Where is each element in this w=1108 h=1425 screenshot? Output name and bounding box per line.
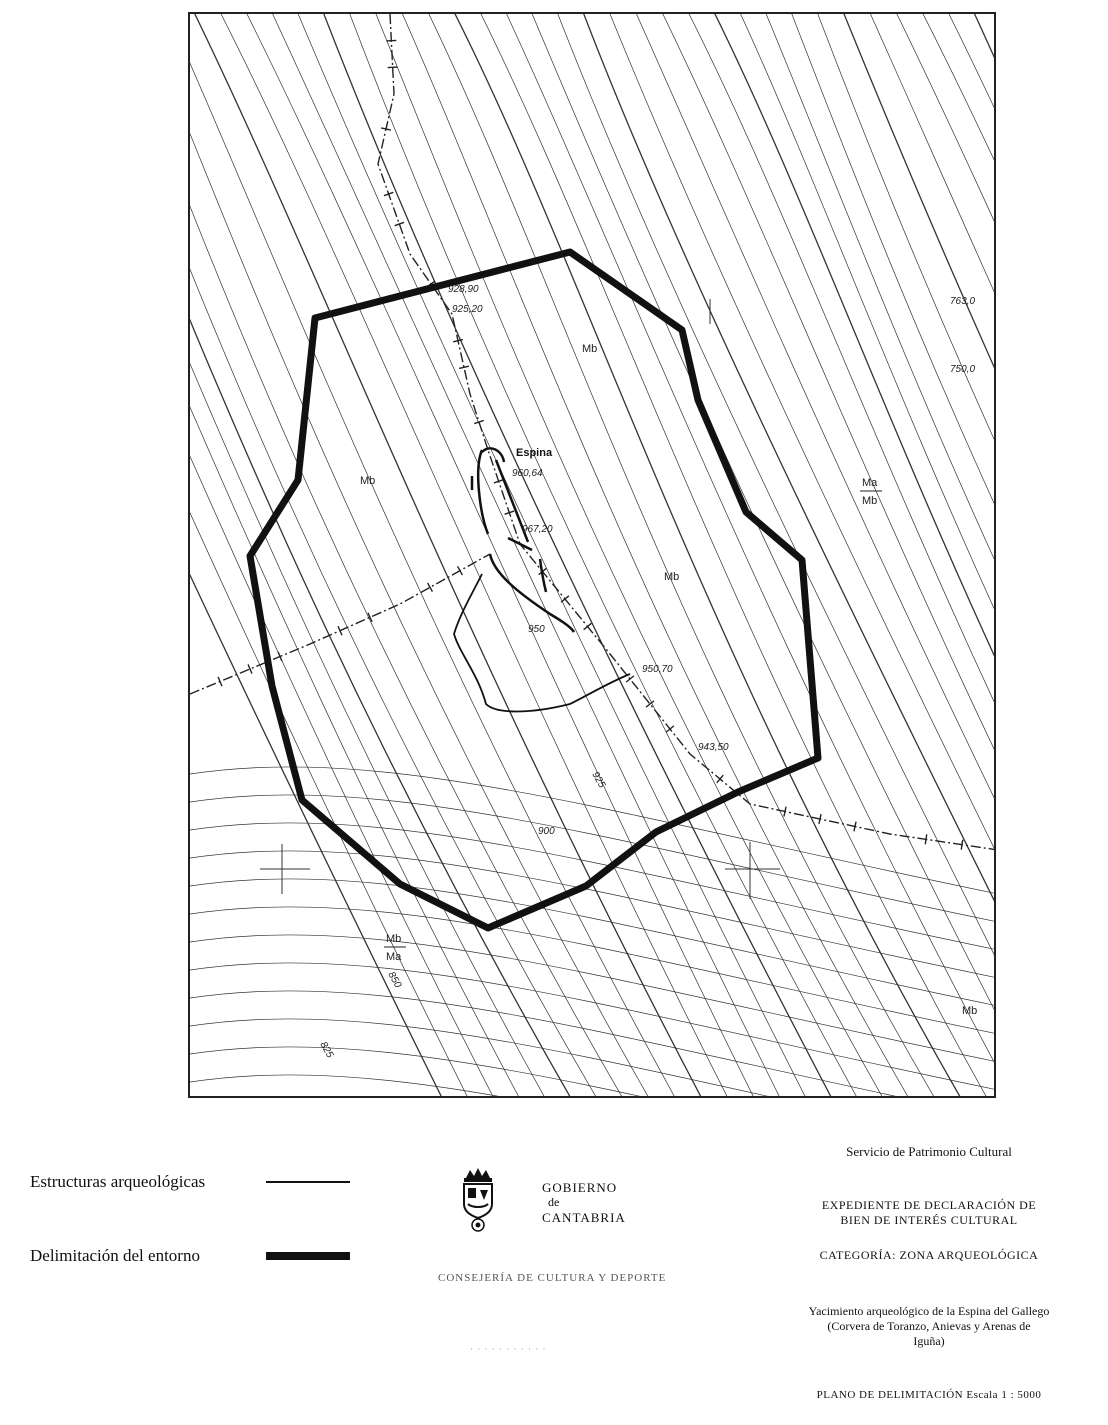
site-name-label: Espina [516,447,553,459]
contour-line [268,14,788,1098]
contour-label: 825 [317,1040,336,1060]
coat-of-arms-icon [456,1168,500,1232]
trail-tick [925,834,926,844]
contour-line [190,14,502,1098]
contour-line [190,851,996,978]
contour-line [190,1047,996,1098]
category-label: CATEGORÍA: ZONA ARQUEOLÓGICA [819,1248,1039,1262]
contour-line [528,14,996,1098]
contour-line [502,14,996,1098]
contour-label: 950 [528,624,545,635]
contour-line [190,907,996,1034]
site-description [754,1304,1104,1349]
elevation-label: 925,20 [452,304,483,315]
site-description-line: (Corvera de Toranzo, Anievas y Arenas de [827,1319,1031,1333]
trail-line [190,554,490,694]
contour-line [450,14,970,1098]
legend-label: Delimitación del entorno [30,1246,200,1265]
expediente-line: EXPEDIENTE DE DECLARACIÓN DE [821,1198,1037,1212]
contour-line [788,14,996,1098]
contour-line [840,14,996,1098]
contour-label: 900 [538,826,555,837]
contour-line [190,963,996,1090]
geology-fraction-bottom: Ma [386,951,402,963]
contour-line [190,14,476,1098]
trail-lines [190,14,996,850]
topographic-map [190,14,996,1098]
expediente-line: BIEN DE INTERÉS CULTURAL [840,1213,1018,1227]
elevation-label: 763,0 [950,296,976,307]
trail-tick [626,676,634,682]
elevation-label: 960,64 [512,468,543,479]
legend-label: Estructuras arqueológicas [30,1172,206,1191]
contour-line [190,795,996,922]
service-name: Servicio de Patrimonio Cultural [846,1144,1012,1159]
legend-thin-line-swatch [266,1181,350,1183]
government-line: de [548,1195,560,1209]
contour-line [190,14,528,1098]
contour-line [580,14,996,1098]
trail-tick [458,566,463,575]
contour-line [424,14,944,1098]
trail-tick [646,701,654,707]
trail-tick [428,583,433,592]
elevation-label: 967,20 [522,524,553,535]
legend-item-structures [30,1172,350,1192]
contour-line [190,14,554,1098]
contour-line [294,14,814,1098]
site-description-line: Yacimiento arqueológico de la Espina del Gallego [808,1304,1050,1318]
contour-lines [190,14,996,1098]
geology-unit-label: Mb [582,343,598,355]
government-line: CANTABRIA [542,1210,626,1225]
map-frame [188,12,996,1098]
contour-label: 850 [385,970,404,990]
geology-fraction-top: Mb [386,933,402,945]
contour-line [190,823,996,950]
plan-title-scale: PLANO DE DELIMITACIÓN Escala 1 : 5000 [816,1389,1042,1401]
contour-line [944,14,996,1098]
contour-line [398,14,918,1098]
legend-item-delimitation [30,1246,350,1266]
faint-footnote: · · · · · · · · · · · [470,1344,547,1354]
legend-thick-line-swatch [266,1252,350,1260]
contour-line [476,14,996,1098]
government-name [542,1180,626,1225]
geology-fraction-bottom: Mb [862,495,878,507]
elevation-label: 928,90 [448,284,479,295]
contour-line [190,991,996,1098]
contour-line [892,14,996,1098]
elevation-label: 750,0 [950,364,976,375]
contour-label: 925 [589,770,608,790]
elevation-label: 943,50 [698,742,729,753]
delimitation-boundary [250,252,818,928]
geology-fraction-top: Ma [862,477,878,489]
government-line: GOBIERNO [542,1180,618,1195]
department-name: CONSEJERÍA DE CULTURA Y DEPORTE [438,1272,667,1284]
contour-line [216,14,736,1098]
elevation-label: 950,70 [642,664,673,675]
trail-tick [666,726,674,732]
contour-line [346,14,866,1098]
government-logo [456,1168,636,1238]
contour-line [632,14,996,1098]
site-description-line: Iguña) [913,1334,945,1348]
geology-unit-label: Mb [962,1005,978,1017]
geology-unit-label: Mb [664,571,680,583]
expediente-title [754,1198,1104,1228]
trail-line [378,14,996,850]
site-enclosure [454,574,630,712]
trail-tick [961,840,962,850]
geology-unit-label: Mb [360,475,376,487]
contour-line [866,14,996,1098]
